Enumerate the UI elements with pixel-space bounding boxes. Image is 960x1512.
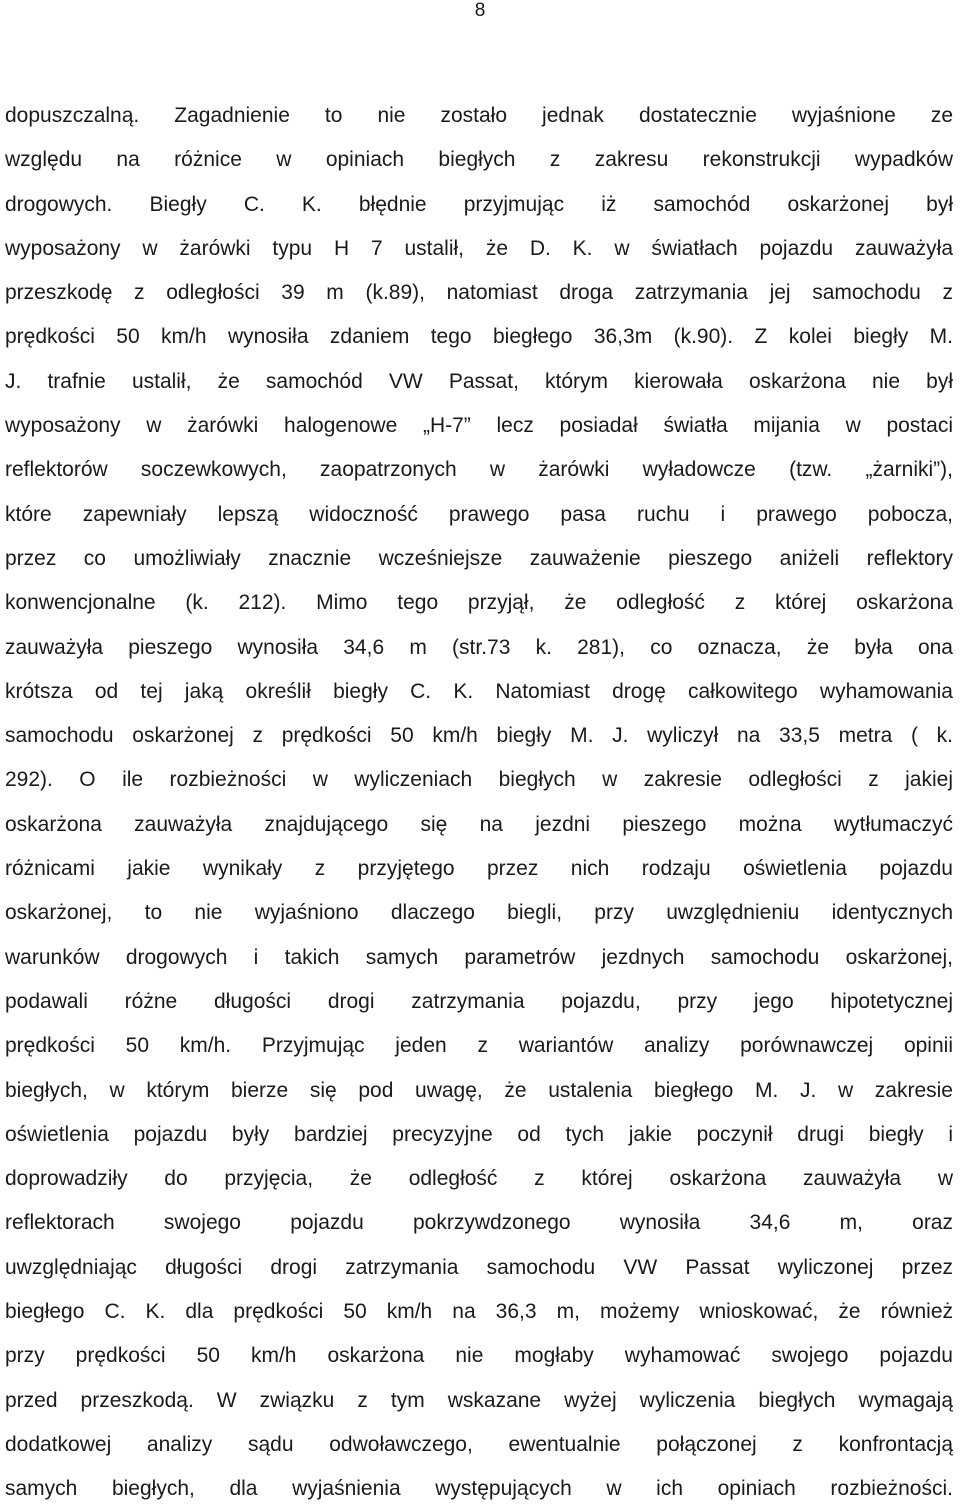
text-line: reflektorach swojego pojazdu pokrzywdzonego wynosiła 34,6 m, oraz: [5, 1211, 953, 1235]
text-line: dodatkowej analizy sądu odwoławczego, ewentualnie połączonej z konfrontacją: [5, 1432, 953, 1456]
text-line: przez co umożliwiały znacznie wcześniejsze zauważenie pieszego aniżeli reflektory: [5, 546, 953, 570]
text-line: które zapewniały lepszą widoczność prawego pasa ruchu i prawego pobocza,: [5, 502, 953, 526]
text-line: dopuszczalną. Zagadnienie to nie zostało jednak dostatecznie wyjaśnione ze: [5, 104, 953, 127]
text-line: prędkości 50 km/h wynosiła zdaniem tego biegłego 36,3m (k.90). Z kolei biegły M.: [5, 325, 953, 349]
text-line: uwzględniając długości drogi zatrzymania samochodu VW Passat wyliczonej przez: [5, 1255, 953, 1279]
text-line: warunków drogowych i takich samych parametrów jezdnych samochodu oskarżonej,: [5, 945, 953, 969]
text-line: wyposażony w żarówki halogenowe „H-7” lecz posiadał światła mijania w postaci: [5, 414, 953, 438]
text-line: krótsza od tej jaką określił biegły C. K. Natomiast drogę całkowitego wyhamowania: [5, 679, 953, 703]
text-line: J. trafnie ustalił, że samochód VW Passat, którym kierowała oskarżona nie był: [5, 369, 953, 393]
text-line: przy prędkości 50 km/h oskarżona nie mogłaby wyhamować swojego pojazdu: [5, 1344, 953, 1368]
text-line: przeszkodę z odległości 39 m (k.89), natomiast droga zatrzymania jej samochodu z: [5, 281, 953, 305]
text-line: 292). O ile rozbieżności w wyliczeniach biegłych w zakresie odległości z jakiej: [5, 768, 953, 792]
text-line: przed przeszkodą. W związku z tym wskazane wyżej wyliczenia biegłych wymagają: [5, 1388, 953, 1412]
text-line: konwencjonalne (k. 212). Mimo tego przyjął, że odległość z której oskarżona: [5, 591, 953, 615]
text-line: doprowadziły do przyjęcia, że odległość z której oskarżona zauważyła w: [5, 1167, 953, 1191]
text-line: względu na różnice w opiniach biegłych z zakresu rekonstrukcji wypadków: [5, 148, 953, 172]
page-number: 8: [474, 0, 486, 21]
text-line: oświetlenia pojazdu były bardziej precyzyjne od tych jakie poczynił drugi biegły i: [5, 1122, 953, 1146]
document-body: [5, 94, 953, 1512]
text-line: drogowych. Biegły C. K. błędnie przyjmując iż samochód oskarżonej był: [5, 192, 953, 216]
text-line: samych biegłych, dla wyjaśnienia występujących w ich opiniach rozbieżności.: [5, 1477, 953, 1501]
text-line: prędkości 50 km/h. Przyjmując jeden z wariantów analizy porównawczej opinii: [5, 1034, 953, 1058]
text-line: reflektorów soczewkowych, zaopatrzonych w żarówki wyładowcze (tzw. „żarniki”),: [5, 458, 953, 482]
text-line: samochodu oskarżonej z prędkości 50 km/h biegły M. J. wyliczył na 33,5 metra ( k.: [5, 724, 953, 748]
text-line: zauważyła pieszego wynosiła 34,6 m (str.73 k. 281), co oznacza, że była ona: [5, 635, 953, 659]
text-line: różnicami jakie wynikały z przyjętego przez nich rodzaju oświetlenia pojazdu: [5, 857, 953, 881]
text-line: oskarżona zauważyła znajdującego się na jezdni pieszego można wytłumaczyć: [5, 812, 953, 836]
text-line: wyposażony w żarówki typu H 7 ustalił, że D. K. w światłach pojazdu zauważyła: [5, 236, 953, 260]
text-line: biegłych, w którym bierze się pod uwagę, że ustalenia biegłego M. J. w zakresie: [5, 1078, 953, 1102]
text-line: biegłego C. K. dla prędkości 50 km/h na 36,3 m, możemy wnioskować, że również: [5, 1300, 953, 1324]
text-line: oskarżonej, to nie wyjaśniono dlaczego biegli, przy uwzględnieniu identycznych: [5, 901, 953, 925]
text-line: podawali różne długości drogi zatrzymania pojazdu, przy jego hipotetycznej: [5, 989, 953, 1013]
